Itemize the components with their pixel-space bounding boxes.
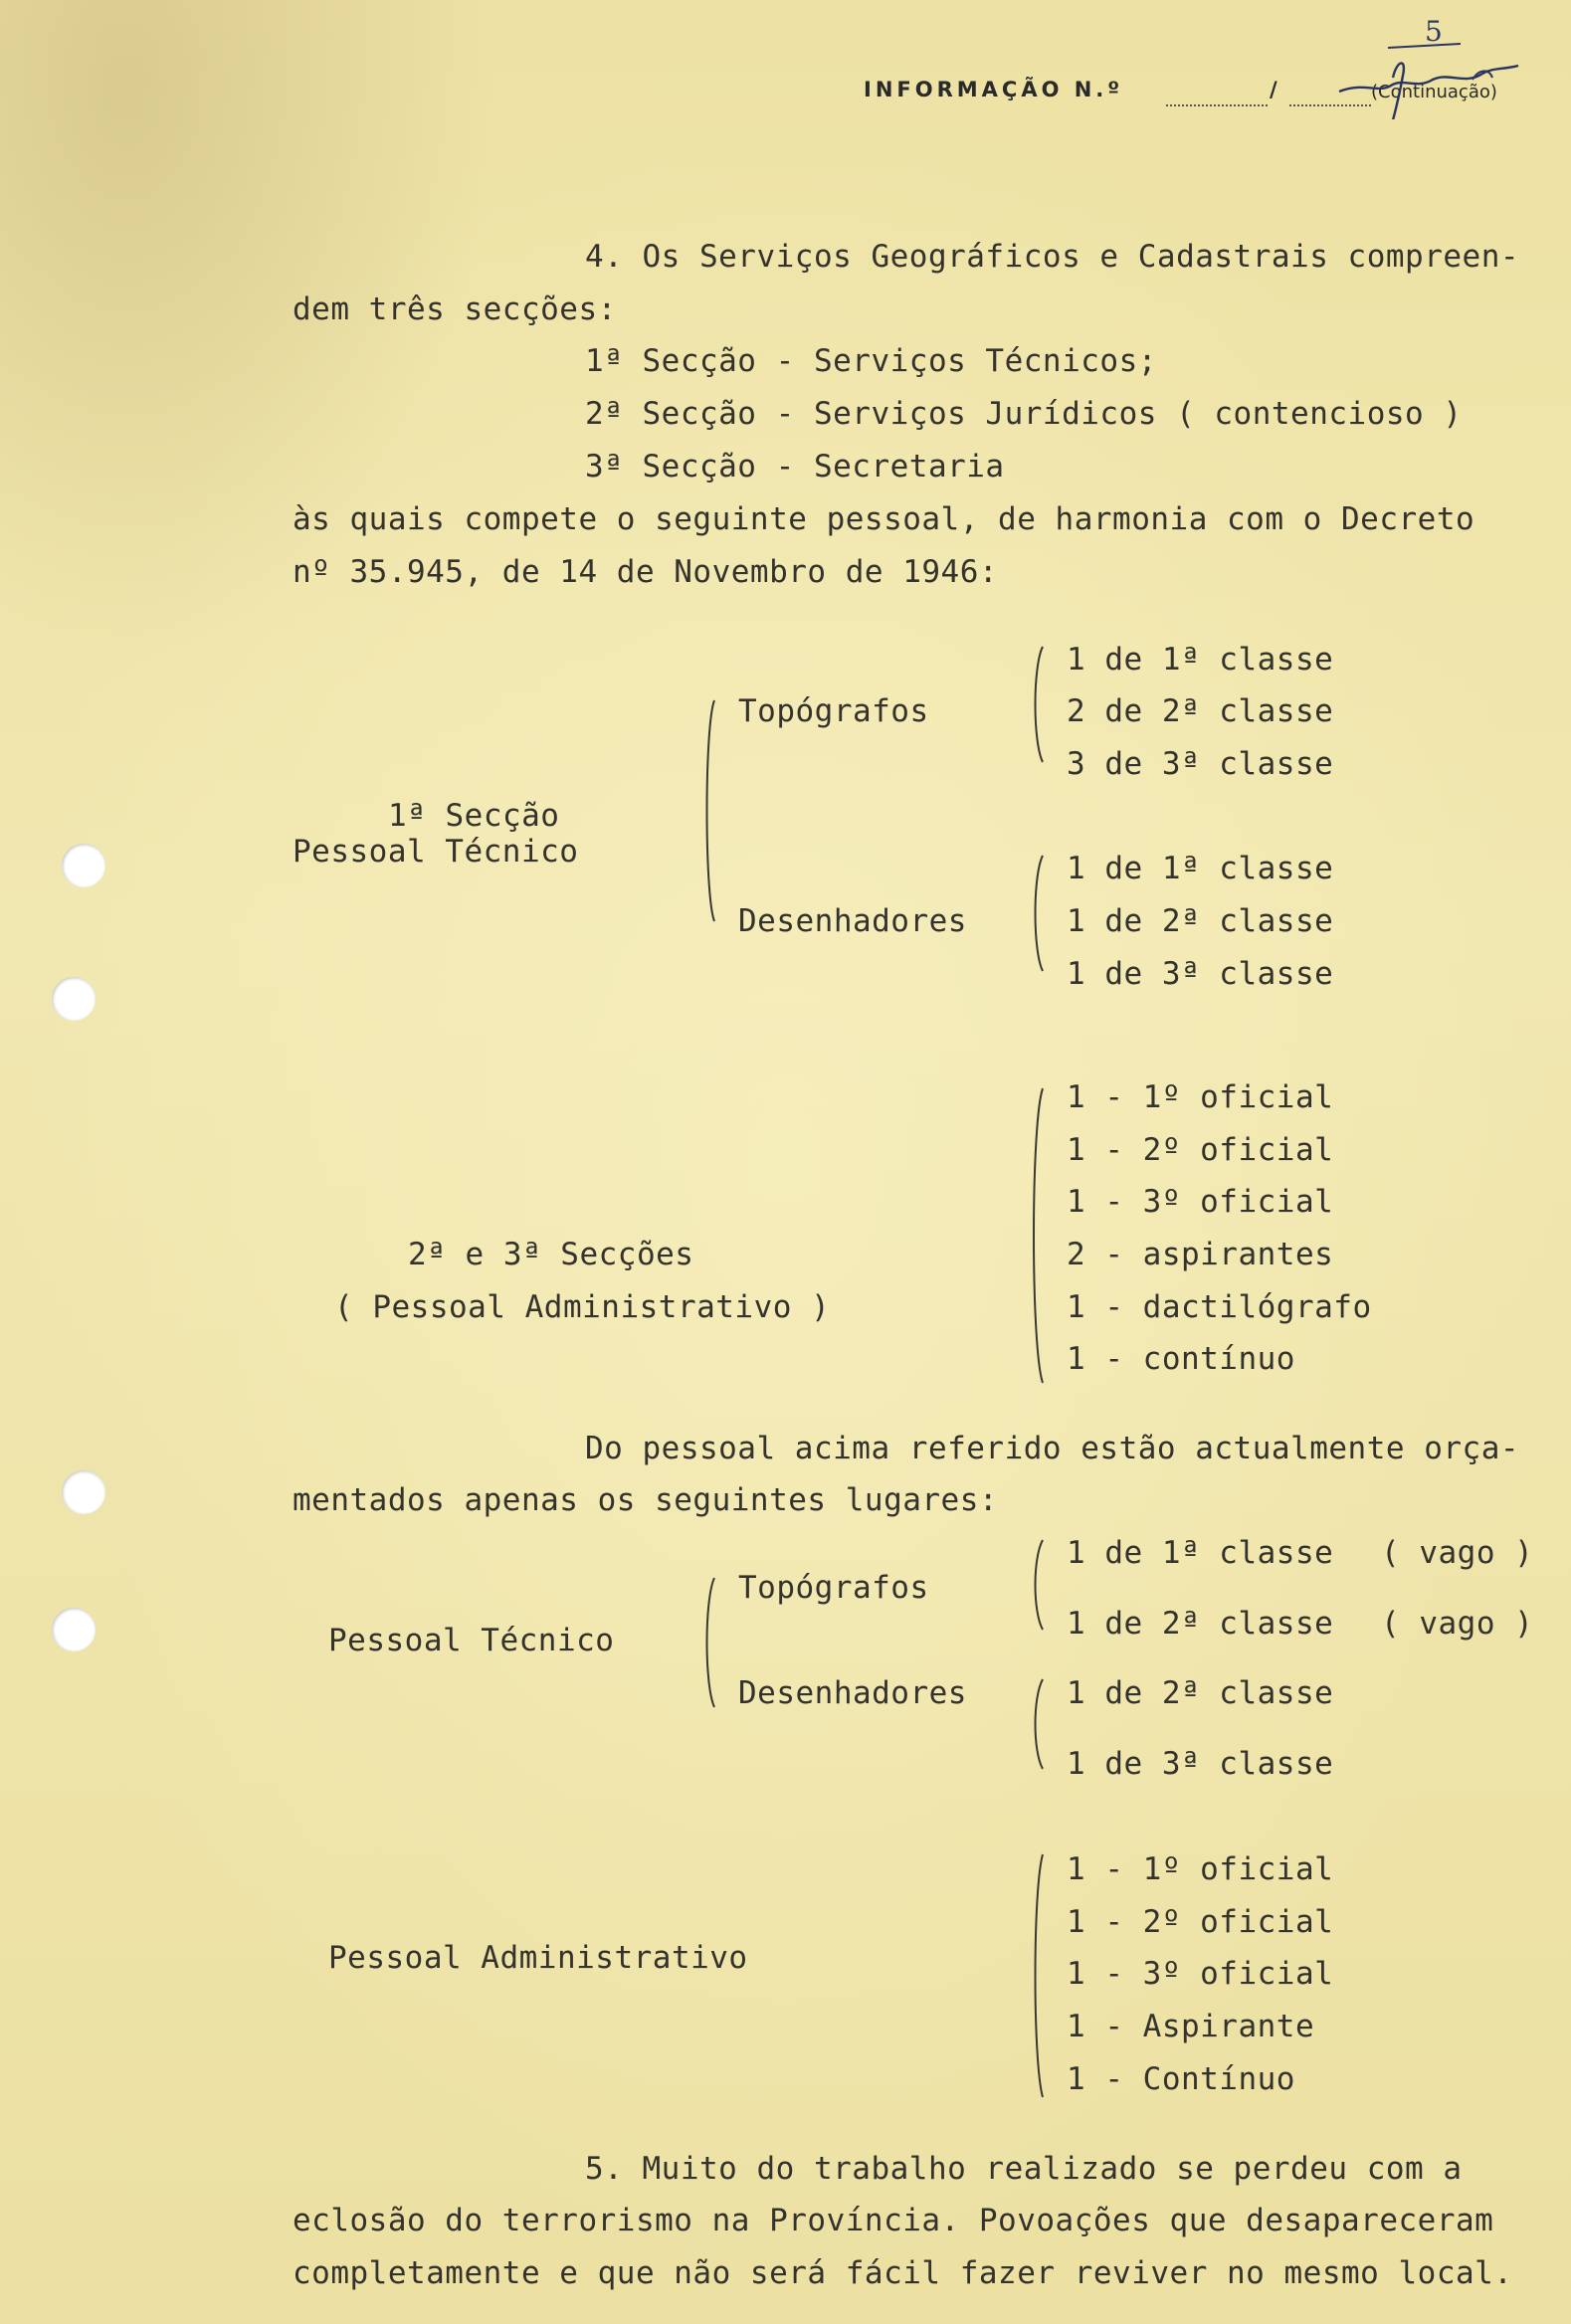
- budget-tecnico-item: 1 de 3ª classe: [1067, 1746, 1334, 1782]
- admin-staff-item: 1 - 2º oficial: [1067, 1132, 1334, 1168]
- budget-admin-item: 1 - Contínuo: [1067, 2061, 1295, 2097]
- table1-section-label-sub: Pessoal Técnico: [293, 834, 579, 870]
- budget-admin-item: 1 - 3º oficial: [1067, 1956, 1334, 1992]
- vago-note: ( vago ): [1381, 1535, 1534, 1571]
- admin-staff-item: 2 - aspirantes: [1067, 1237, 1334, 1272]
- form-number-field: [1166, 104, 1268, 106]
- continuation-label: (Continuação): [1371, 82, 1497, 102]
- desenhadores-bracket: [1031, 852, 1047, 975]
- budget-topografos-label: Topógrafos: [738, 1570, 929, 1606]
- staff-intro-line1: às quais compete o seguinte pessoal, de harmonia com o Decreto: [293, 501, 1475, 537]
- form-header-slash: /: [1270, 78, 1277, 101]
- section-item-2: 2ª Secção - Serviços Jurídicos ( contencioso ): [585, 396, 1463, 432]
- budget-admin-bracket: [1031, 1850, 1047, 2101]
- table1-left-bracket: [702, 696, 718, 925]
- topografos-item: 1 de 1ª classe: [1067, 642, 1334, 678]
- desenhadores-label: Desenhadores: [738, 903, 967, 939]
- topografos-bracket: [1031, 643, 1047, 766]
- budget-tecnico-item: 1 de 1ª classe: [1067, 1535, 1334, 1571]
- admin-staff-item: 1 - 1º oficial: [1067, 1079, 1334, 1115]
- punch-hole: [62, 844, 105, 887]
- budget-topografos-bracket: [1031, 1536, 1047, 1634]
- budget-admin-item: 1 - 2º oficial: [1067, 1904, 1334, 1940]
- budget-admin-item: 1 - 1º oficial: [1067, 1851, 1334, 1887]
- topografos-item: 2 de 2ª classe: [1067, 693, 1334, 729]
- admin-staff-item: 1 - dactilógrafo: [1067, 1289, 1372, 1325]
- budget-line1: Do pessoal acima referido estão actualmente orça-: [585, 1431, 1520, 1466]
- budget-tecnico-bracket: [702, 1574, 718, 1711]
- budget-admin-item: 1 - Aspirante: [1067, 2009, 1315, 2044]
- topografos-item: 3 de 3ª classe: [1067, 746, 1334, 782]
- budget-line2: mentados apenas os seguintes lugares:: [293, 1482, 999, 1518]
- page-number: 5: [1425, 15, 1444, 48]
- section5-line3: completamente e que não será fácil fazer reviver no mesmo local.: [293, 2255, 1513, 2291]
- form-header-label: INFORMAÇÃO N.º: [864, 78, 1124, 101]
- table2-section-label: 2ª e 3ª Secções: [408, 1237, 694, 1272]
- section-item-3: 3ª Secção - Secretaria: [585, 449, 1005, 484]
- desenhadores-item: 1 de 2ª classe: [1067, 903, 1334, 939]
- vago-note: ( vago ): [1381, 1606, 1534, 1642]
- table1-section-label: 1ª Secção: [388, 798, 560, 834]
- section-item-1: 1ª Secção - Serviços Técnicos;: [585, 343, 1157, 379]
- budget-desenhadores-label: Desenhadores: [738, 1675, 967, 1711]
- section5-line1: 5. Muito do trabalho realizado se perdeu com a: [585, 2151, 1463, 2187]
- table2-section-label-sub: ( Pessoal Administrativo ): [334, 1289, 831, 1325]
- staff-intro-line2: nº 35.945, de 14 de Novembro de 1946:: [293, 554, 999, 590]
- punch-hole: [52, 1608, 96, 1651]
- desenhadores-item: 1 de 1ª classe: [1067, 851, 1334, 886]
- budget-desenhadores-bracket: [1031, 1675, 1047, 1773]
- admin-staff-item: 1 - 3º oficial: [1067, 1184, 1334, 1220]
- punch-hole: [62, 1470, 105, 1514]
- section4-intro-line1: 4. Os Serviços Geográficos e Cadastrais compreen-: [585, 239, 1520, 275]
- table2-bracket: [1025, 1084, 1049, 1387]
- handwritten-signature: [1333, 20, 1522, 119]
- admin-staff-item: 1 - contínuo: [1067, 1341, 1295, 1377]
- topografos-label: Topógrafos: [738, 693, 929, 729]
- budget-tecnico-label: Pessoal Técnico: [328, 1623, 615, 1658]
- budget-admin-label: Pessoal Administrativo: [328, 1940, 748, 1976]
- section4-intro-line2: dem três secções:: [293, 291, 617, 327]
- budget-tecnico-item: 1 de 2ª classe: [1067, 1606, 1334, 1642]
- section5-line2: eclosão do terrorismo na Província. Povoações que desapareceram: [293, 2203, 1494, 2238]
- budget-tecnico-item: 1 de 2ª classe: [1067, 1675, 1334, 1711]
- punch-hole: [52, 977, 96, 1021]
- desenhadores-item: 1 de 3ª classe: [1067, 956, 1334, 992]
